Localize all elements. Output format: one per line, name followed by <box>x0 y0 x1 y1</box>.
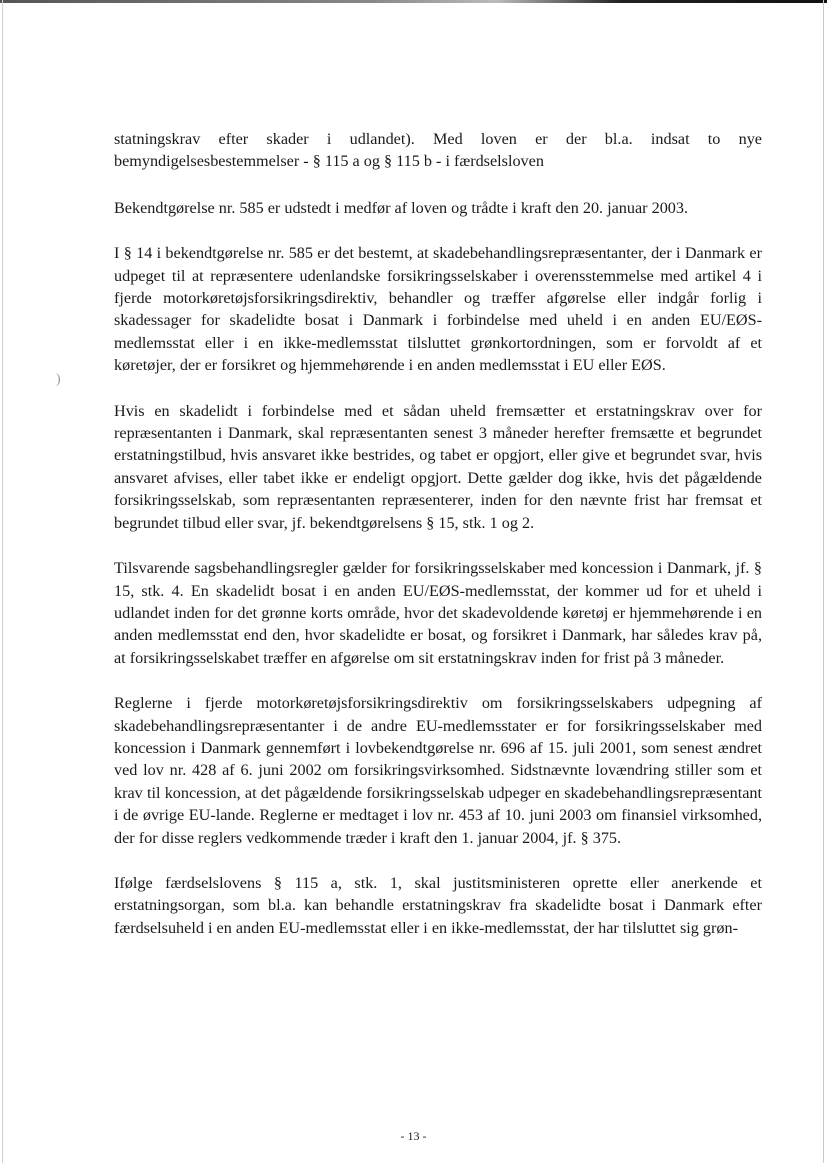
scan-edge-top <box>0 0 827 3</box>
document-body <box>114 128 762 962</box>
paragraph-3: I § 14 i bekendtgørelse nr. 585 er det bestemt, at skadebehandlingsrepræsentanter, der i Danmark er udpeget til at repræsentere udenlandske forsikringsselskaber i overensstemmelse med artikel 4 i fjerde motorkøretøjsforsikringsdirektiv, behandler og træffer afgørelse eller indgår forlig i skadessager for skadelidte bosat i Danmark i forbindelse med uheld i en anden EU/EØS-medlemsstat eller i en ikke-medlemsstat tilsluttet grønkortordningen, som er forvoldt af et køretøjer, der er forsikret og hjemmehørende i en anden medlemsstat i EU eller EØS. <box>114 244 762 375</box>
paragraph-4: Hvis en skadelidt i forbindelse med et sådan uheld fremsætter et erstatningskrav over for repræsentanten i Danmark, skal repræsentanten senest 3 måneder herefter fremsætte et begrundet erstatningstilbud, hvis ansvaret ikke bestrides, og tabet er opgjort, eller give et begrundet svar, hvis ansvaret afvises, eller tabet ikke er endeligt opgjort. Dette gælder dog ikke, hvis det pågældende forsikringsselskab, som repræsentanten repræsenterer, inden for den nævnte frist har fremsat et begrundet tilbud eller svar, jf. bekendtgørelsens § 15, stk. 1 og 2. <box>114 401 762 532</box>
paragraph-7: Ifølge færdselslovens § 115 a, stk. 1, skal justitsministeren oprette eller anerkende et erstatningsorgan, som bl.a. kan behandle erstatningskrav fra skadelidte bosat i Danmark efter færdselsuheld i en anden EU-medlemsstat eller i en ikke-medlemsstat, der har tilsluttet sig grøn- <box>114 873 762 937</box>
paragraph-6: Reglerne i fjerde motorkøretøjsforsikringsdirektiv om forsikringsselskabers udpegning af skadebehandlingsrepræsentanter i de andre EU-medlemsstater er for forsikringsselskaber med koncession i Danmark gennemført i lovbekendtgørelse nr. 696 af 15. juli 2001, som senest ændret ved lov nr. 428 af 6. juni 2002 om forsikringsvirksomhed. Sidstnævnte lovændring stiller som et krav til koncession, at det pågældende forsikringsselskab udpeger en skadebehandlingsrepræsentant i de øvrige EU-lande. Reglerne er medtaget i lov nr. 453 af 10. juni 2003 om finansiel virksomhed, der for disse reglers vedkommende træder i kraft den 1. januar 2004, jf. § 375. <box>114 694 762 847</box>
scan-speck: ) <box>56 372 61 387</box>
page-number: - 13 - <box>400 1129 427 1143</box>
paragraph-1: statningskrav efter skader i udlandet). Med loven er der bl.a. indsat to nye bemyndigelsesbestemmelser - § 115 a og § 115 b - i færdselsloven <box>114 130 762 171</box>
paragraph-5: Tilsvarende sagsbehandlingsregler gælder for forsikringsselskaber med koncession i Danmark, jf. § 15, stk. 4. En skadelidt bosat i en anden EU/EØS-medlemsstat, der kommer ud for et uheld i udlandet inden for det grønne korts område, hvor det skadevoldende køretøj er hjemmehørende i en anden medlemsstat end den, hvor skadelidte er bosat, og forsikret i Danmark, har således krav på, at forsikringsselskabet træffer en afgørelse om sit erstatningskrav inden for frist på 3 måneder. <box>114 559 762 667</box>
scan-edge-right <box>823 0 824 1163</box>
paragraph-2: Bekendtgørelse nr. 585 er udstedt i medfør af loven og trådte i kraft den 20. januar 2003. <box>114 198 689 217</box>
scan-edge-left <box>2 0 3 1163</box>
